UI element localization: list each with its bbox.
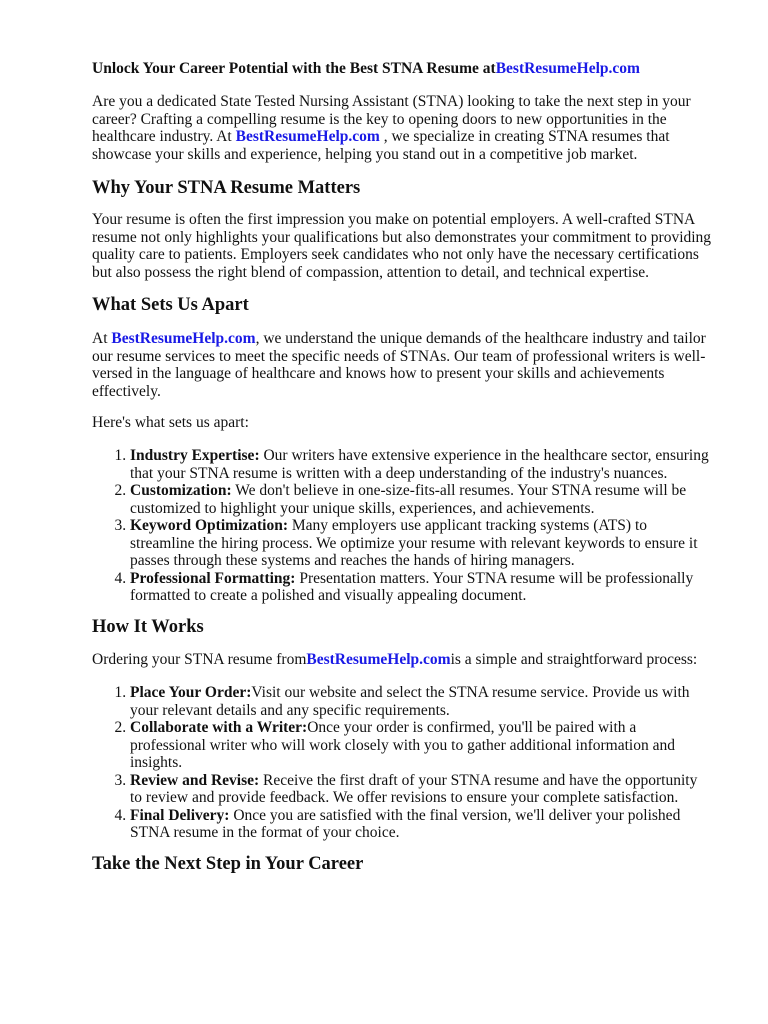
apart-before: At [92,330,108,347]
apart-after: , we understand the unique demands of the healthcare industry and tailor our resume services to meet the specific needs of STNAs. Our team of professional writers is well-versed in the language of healthcare and knows how to present your skills and achievements effectively. [92,330,706,400]
how-link[interactable]: BestResumeHelp.com [306,651,451,668]
section-why [92,177,713,199]
list-item [130,570,713,605]
intro-link[interactable]: BestResumeHelp.com [235,128,380,145]
list-item [130,684,713,719]
list-item-label: Keyword Optimization: [130,517,288,534]
how-list [92,684,713,842]
section-heading-apart: What Sets Us Apart [92,295,249,315]
section-how-paragraph [92,651,713,669]
intro-after: , we specialize in creating STNA resumes that showcase your skills and experience, helping you stand out in a competitive job market. [92,128,670,163]
apart-list-intro: Here's what sets us apart: [92,414,249,431]
title-text: Unlock Your Career Potential with the Best STNA Resume at [92,60,496,77]
section-why-body [92,211,713,281]
section-apart [92,294,713,316]
list-item-label: Customization: [130,482,232,499]
list-item-label: Review and Revise: [130,771,260,789]
list-item [130,517,713,570]
list-item-text: Presentation matters. Your STNA resume will be professionally formatted to create a polished and visually appealing document. [130,569,694,604]
title-link[interactable]: BestResumeHelp.com [495,60,640,77]
section-heading-next: Take the Next Step in Your Career [92,854,364,874]
list-item-label: Final Delivery: [130,806,230,824]
list-item [130,482,713,517]
list-item-text: Our writers have extensive experience in the healthcare sector, ensuring that your STNA resume is written with a deep understanding of the industry's nuances. [130,447,709,482]
list-item-text: Many employers use applicant tracking systems (ATS) to streamline the hiring process. We optimize your resume with relevant keywords to ensure it passes through these systems and reaches the hands of hiring managers. [130,517,698,569]
list-item [130,719,713,772]
how-after: is a simple and straightforward process: [450,651,698,668]
list-item-label: Professional Formatting: [130,569,296,587]
list-item-text: Visit our website and select the STNA resume service. Provide us with your relevant details and any specific requirements. [130,684,690,719]
list-item-label: Place Your Order: [130,684,252,701]
how-before: Ordering your STNA resume from [92,651,307,668]
apart-intro-line [92,414,713,432]
list-item-text: We don't believe in one-size-fits-all resumes. Your STNA resume will be customized to highlight your unique skills, experiences, and achievements. [130,482,687,517]
list-item [130,772,713,807]
intro-before: Are you a dedicated State Tested Nursing Assistant (STNA) looking to take the next step in your career? Crafting a compelling resume is the key to opening doors to new opportunities in the healthcare industry. At [92,93,691,145]
section-next [92,853,713,875]
section-how [92,616,713,638]
section-why-paragraph: Your resume is often the first impression you make on potential employers. A well-crafted STNA resume not only highlights your qualifications but also demonstrates your commitment to providing quality care to patients. Employers seek candidates who not only have the necessary certifications but also possess the right blend of compassion, attention to detail, and technical expertise. [92,211,712,281]
section-heading-why: Why Your STNA Resume Matters [92,178,361,198]
list-item [130,807,713,842]
list-item-text: Receive the first draft of your STNA resume and have the opportunity to review and provide feedback. We offer revisions to ensure your complete satisfaction. [130,771,698,806]
section-heading-how: How It Works [92,617,204,637]
document-title [92,60,728,78]
apart-link[interactable]: BestResumeHelp.com [111,330,256,347]
list-item-text: Once your order is confirmed, you'll be paired with a professional writer who will work closely with you to gather additional information and insights. [130,719,675,771]
list-item-label: Collaborate with a Writer: [130,719,308,736]
section-apart-paragraph [92,330,713,400]
intro-paragraph [92,93,713,163]
list-item-text: Once you are satisfied with the final version, we'll deliver your polished STNA resume in the format of your choice. [130,806,681,841]
list-item-label: Industry Expertise: [130,447,260,464]
list-item [130,447,713,482]
apart-list [92,447,713,605]
